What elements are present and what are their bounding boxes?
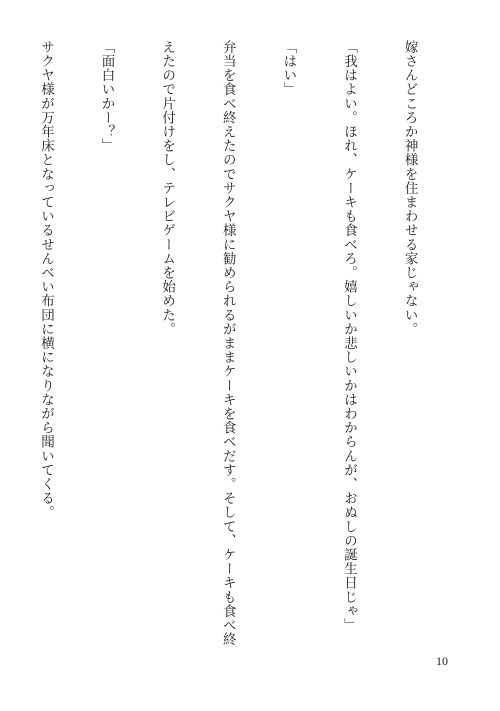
text-line: えたので片付けをし、テレビゲームを始めた。	[159, 40, 176, 337]
text-line: サクヤ様が万年床となっているせんべい布団に横になりながら聞いてくる。	[37, 40, 54, 520]
text-line: 弁当を食べ終えたのでサクヤ様に勧められるがままケーキを食べだす。そして、ケーキも食べ終	[219, 40, 236, 647]
text-line: 「我はよい。ほれ、ケーキも食べろ。嬉しいか悲しいかはわからんが、おぬしの誕生日じゃ」	[340, 40, 357, 633]
text-line: 「はい」	[280, 40, 297, 97]
vertical-text-body	[0, 40, 460, 647]
text-line: 嫁さんどころか神様を住まわせる家じゃない。	[401, 40, 418, 337]
text-line: 「面白いかー？」	[98, 40, 115, 153]
page-number: 10	[436, 654, 448, 668]
